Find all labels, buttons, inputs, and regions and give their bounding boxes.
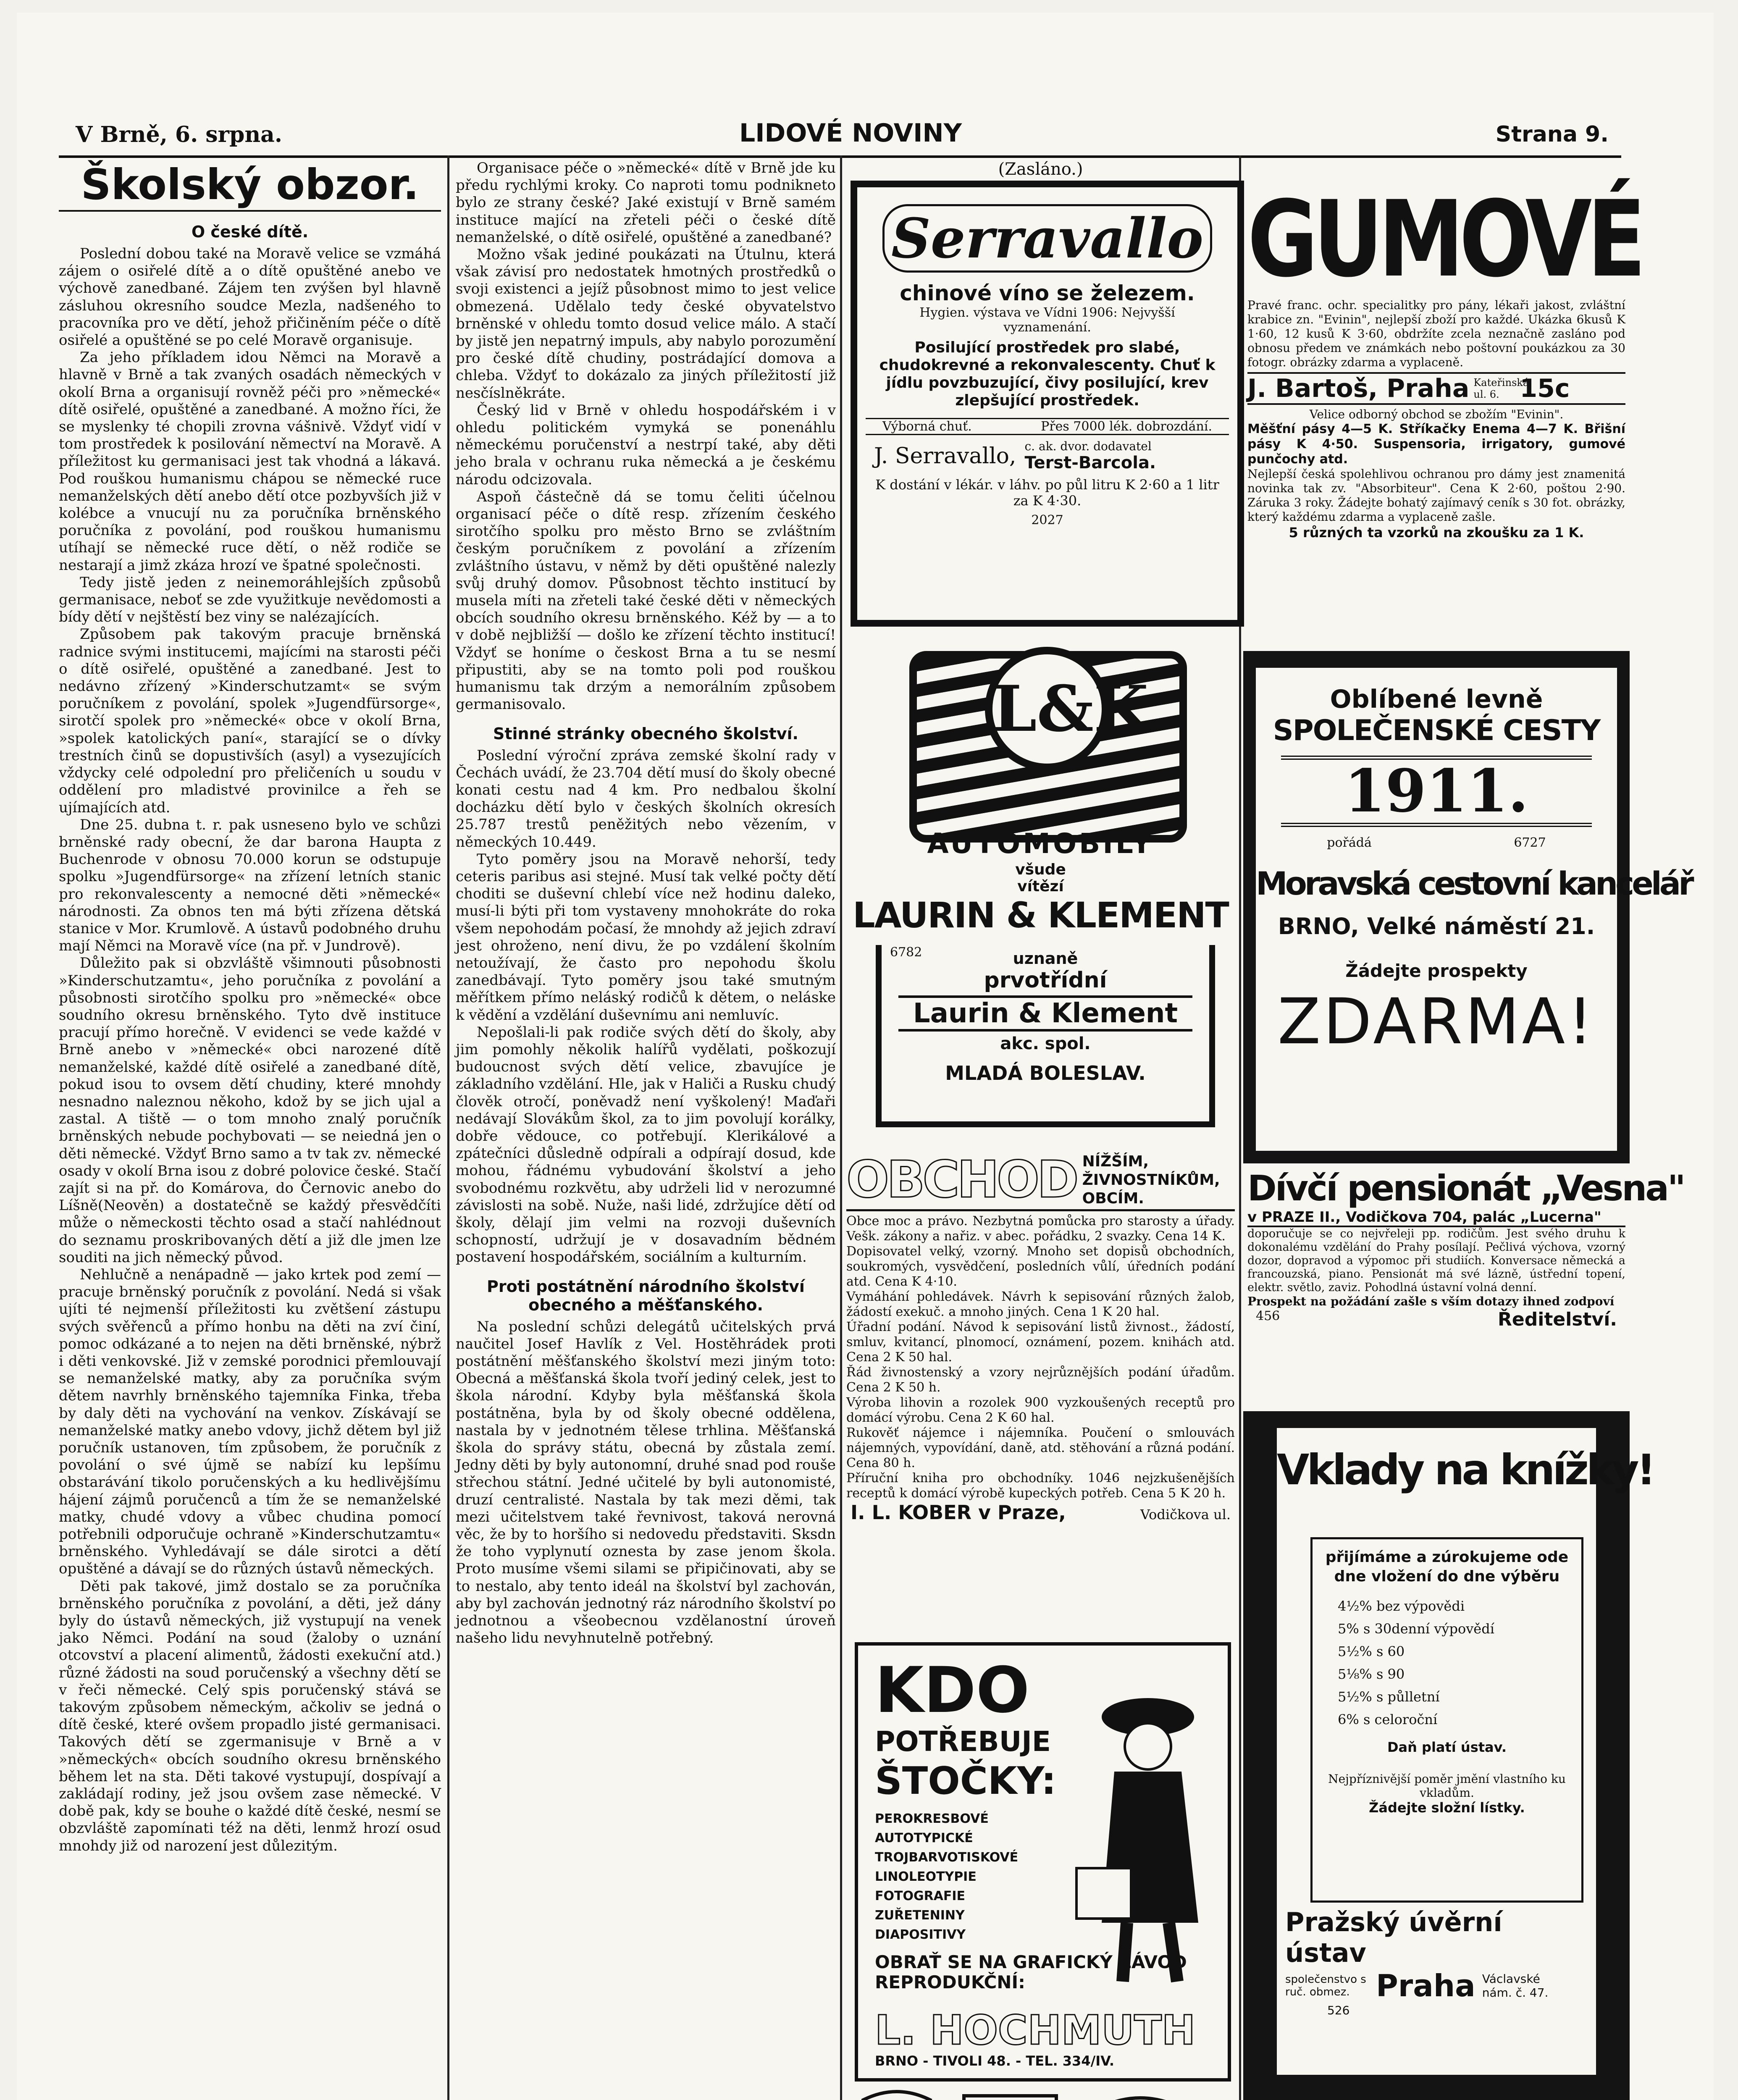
- article-paragraph: Způsobem pak takovým pracuje brněnská radnice svými institucemi, majícími na starosti péči o dítě osiřelé, opuštěné a zanedbané. Jest to nedávno zřízený »Kinderschutzamt« se svým poručníkem z povolání, spolek »Jugendfürsorge«, sirotčí spolek pro »německé« obce v okolí Brna, »spolek katolických paní«, starající se o dívky trestních činů se dopustivších (asyl) a vysezujících vždycky celé odpolední pro přeličeních u soudu v oddělení pro mladistvé provinilce a řeh se ujímajících atd.: [59, 626, 441, 816]
- article-paragraph: Za jeho příkladem idou Němci na Moravě a hlavně v Brně a tak zvaných osadách německých v okolí Brna a organisují rovněž péči pro »německé« dítě osiřelé, opuštěné a zanedbané. A možno říci, že se myslenky té chopili zrovna vášnivě. Vždyť vidí v tom prostředek k posilování němectví na Moravě. A příležitost ku germanisaci jest tak vhodná a lákavá. Pod rouškou humanismu chápou se německé ruce nemanželských dětí anebo dětí otce pozbyvších již v kolébce a vnucují nu za poručníka brněnského poručníka z povolání, pod rouškou humanismu utíhají se německé ruce dětí, o něž rodiče se nestarají a jimž zkáza hrozí ve špatné společnosti.: [59, 349, 441, 574]
- serravallo-hygiene: Hygien. výstava ve Vídni 1906: Nejvyšší vyznamenání.: [919, 305, 1175, 335]
- cesty-ask: Žádejte prospekty: [1345, 961, 1528, 981]
- cesty-city: BRNO, Velké náměstí 21.: [1278, 913, 1595, 940]
- article-paragraph: Poslední dobou také na Moravě velice se vzmáhá zájem o osiřelé dítě a o dítě opuštěné anebo ve výchově zanedbané. Zájem ten zvýšen byl hlavně zásluhou okresního soudce Mezla, nadšeného to pracovníka pro ve dětí, jehož přičiněním péče o dítě osiřelé a opuštěné se po celé Moravě organisuje.: [59, 245, 441, 349]
- gumove-firm-address: Kateřinská ul. 6.: [1473, 377, 1529, 400]
- lk-automobily: AUTOMOBILY: [927, 827, 1154, 860]
- article-paragraph: Organisace péče o »německé« dítě v Brně jde ku předu rychlými kroky. Co naproti tomu podnikneto bylo ze strany české? Jaké existují v Brně samém instituce mající na zřeteli péči o české dítě nemanželské, o dítě osiřelé, opuštěné a zanedbané?: [456, 160, 836, 246]
- serravallo-claim: Posilující prostředek pro slabé, chudokrevné a rekonvalescenty. Chuť k jídlu povzbuzující, čivy posilující, krev zlepšující prostředek.: [879, 339, 1216, 409]
- article-paragraph: Poslední výroční zpráva zemské školní rady v Čechách uvádí, že 23.704 dětí musí do školy obecné konati cestu nad 4 km. Pro nedbalou školní docházku dětí bylo v českých školních okresích 25.787 trestů peněžitých nebo vězením, v německých 10.449.: [456, 747, 836, 850]
- vklady-ask: Žádejte složní lístky.: [1369, 1800, 1525, 1816]
- article-paragraph: Důležito pak si obzvláště všimnouti působnosti »Kinderschutzamtu«, jeho poručníka z povolání a působnosti sirotčího spolku pro »německé« obce soudního okresu brněnského. Tyto dvě instituce pracují přímo horečně. V evidenci se vede každé v Brně anebo v »německé« obci narozené dítě nemanželské, každé dítě osiřelé a zanedbané dítě, pokud isou to ovsem dětí chudiny, které mnohdy nesnadno naleznou někoho, kdož by se jich ujal a zastal. A tiště — o tom mnoho znalý poručník brněnských nebude pochybovati — se neiedná jen o děti německé. Vždyť Brno samo a tv tak zv. německé osady v okolí Brna isou z dobré polovice české. Stačí zajít si na př. do Komárova, do Černovic anebo do Líšně(Neověn) a dostatečně se každý přesvědčíti může o německosti těchto osad a stačí nahlédnout do seznamu proskribovaných dětí a již dle jmen lze souditi na jich německý původ.: [59, 955, 441, 1266]
- kdo-title: KDO: [875, 1654, 1030, 1727]
- article-subhead: Proti postátnění národního školství obecného a měšťanského.: [487, 1277, 805, 1314]
- obchod-publisher-address: Vodičkova ul.: [1140, 1507, 1231, 1522]
- vesna-body: doporučuje se co nejvřeleji pp. rodičům. Jest svého druhu k dokonalému vzdělání do Prahy posílají. Pečlivá výchova, vzorný dozor, dopravod a výpomoc při studiích. Konversace německá a francouzská, piano. Pensionát má své lázně, ústřední topení, elektr. světlo, zaviz. Pohodlná ústavní volná denní.: [1247, 1227, 1625, 1294]
- serravallo-code: 2027: [1031, 513, 1063, 528]
- obchod-item: Úřadní podání. Návod k sepisování listů živnost., žádostí, smluv, kvitancí, plnomocí, oznámení, pozem. knihách atd. Cena 2 K 50 hal.: [846, 1320, 1235, 1365]
- column-2: [456, 160, 836, 2100]
- gumove-price: 15c: [1520, 374, 1570, 403]
- vesna-code: 456: [1256, 1309, 1280, 1323]
- vesna-prospekt: Prospekt na požádání zašle s vším dotazy ihned zodpoví: [1247, 1294, 1615, 1308]
- gumove-ad: [1247, 178, 1641, 647]
- man-illustration-icon: [1076, 1688, 1215, 1990]
- hochmuth-ad: [855, 1642, 1231, 2082]
- obchod-ad: [846, 1151, 1235, 1617]
- obchod-item: Dopisovatel velký, vzorný. Mnoho set dopisů obchodních, soukromých, vysvědčení, posledních vůlí, úředních podání atd. Cena K 4·10.: [846, 1244, 1235, 1289]
- article-paragraph: Dne 25. dubna t. r. pak usneseno bylo ve schůzi brněnské rady obecní, že dar barona Haupta z Buchenrode v obnosu 70.000 korun se odstupuje spolku »Jugendfürsorge« na zřízení letních stanic pro rekonvalescenty a nemocné děti »německé« národnosti. Za obnos ten má býti zřízena dětská stanice v Mor. Krumlově. A ústavů podobného druhu mají Němci na Moravě více (na př. v Jundrově).: [59, 816, 441, 955]
- kdo-service: ZUŘETENINY: [875, 1908, 965, 1923]
- gumove-text: Pravé franc. ochr. specialitky pro pány, lékaři jakost, zvláštní krabice zn. "Evinin", nejlepší zboží pro každé. Ukázka 6kusů K 1·60, 12 kusů K 3·60, obdržíte zcela neznačně zasláno pod obnosu předem ve známkách nebo poštovní poukázkou za 30 fotogr. obrázky zdarma a vyplaceně.: [1247, 298, 1625, 369]
- kdo-service: LINOLEOTYPIE: [875, 1869, 977, 1884]
- gumove-text: Nejlepší česká spolehlivou ochranou pro dámy jest znamenitá novinka tak zv. "Absorbiteur". Cena K 2·60, poštou 2·90. Záruka 3 roky. Žádejte bohatý zajímavý ceník s 30 fot. obrázky, který každému zdarma a vyplaceně zašle.: [1247, 467, 1625, 524]
- article-subhead: Stinné stránky obecného školství.: [493, 724, 798, 743]
- cesty-free: ZDARMA!: [1277, 985, 1596, 1058]
- article-paragraph: Nepošlali-li pak rodiče svých dětí do školy, aby jim pomohly několik halířů vydělati, poškozují budoucnost svých dětí velice, zbavujíce je základního vzdělání. Hle, jak v Haliči a Rusku chudý člověk otročí, poněvadž není vyškolený! Maďaři nedávají Slovákům škol, za to jim povolují korálky, dobře vědouce, co potřebují. Klerikálové a zpátečníci důsledně odpírali a odpírají dosud, kde mohou, řádnému vybudování školství a jeho svobodnému rozkvětu, aby udrželi lid v nerozumné závislosti na sobě. Nuže, naši lidé, zdržujíce dětí od školy, dělají jim velmi na rozvoji duševních schopností, udržují je v dosavadním bědném postavení hospodářském, sociálním a kulturním.: [456, 1024, 836, 1266]
- dunaj-ad: [846, 2083, 1235, 2100]
- article-paragraph: Na poslední schůzi delegátů učitelských prvá naučitel Josef Havlík z Vel. Hostěhrádek proti postátnění měšťanského školství mezi jiným toto: Obecná a měšťanská škola tvoří jediný celek, jest to škola národní. Kdyby byla měšťanská škola postátněna, byla by od školy obecné oddělena, nastala by v jednotném tělese trhlina. Měšťanská škola do správy státu, obecná by zůstala zemí. Jedny děti by byly autonomní, druhé snad pod rouše střechou státní. Jedné učitelé by byli autonomisté, druzí centralisté. Nastala by tak mezi děmi, tak mezi učitelstvem také řevnivost, taková nerovná věc, že by to horšího si nedovedu představiti. Sksdn že toho vyplynutí oznesta by zase jenom škola. Proto musíme všemi silami se připičinovati, aby se to nestalo, aby tento ideál na školství byl zachován, aby byl zachován jednotný ráz národního školství po jednotnou a všeobecnou vzdělanostní úroveň našeho lidu nevyhnutelně potřebný.: [456, 1318, 836, 1647]
- obchod-item: Výroba lihovin a rozolek 900 vyzkoušených receptů pro domácí výrobu. Cena 2 K 60 hal.: [846, 1395, 1235, 1425]
- header-masthead: LIDOVÉ NOVINY: [739, 118, 962, 148]
- vklady-title: Vklady na knížky!: [1277, 1445, 1654, 1494]
- vklady-praha-address: Václavské nám. č. 47.: [1482, 1972, 1549, 2000]
- serravallo-price: K dostání v lékár. v láhv. po půl litru K 2·60 a 1 litr za K 4·30.: [875, 477, 1219, 509]
- obchod-publisher: I. L. KOBER v Praze,: [851, 1501, 1066, 1524]
- vesna-signature: Ředitelství.: [1498, 1309, 1617, 1330]
- cesty-agency: Moravská cestovní kancelář: [1256, 865, 1692, 902]
- vesna-ad: [1247, 1168, 1684, 1403]
- serravallo-ad: [851, 181, 1244, 627]
- vklady-ad: [1243, 1411, 1654, 2100]
- article-paragraph: Možno však jediné poukázati na Útulnu, která však závisí pro nedostatek hmotných prostředků o svoji existenci a jejíž působnost mimo to jest velice obmezená. Udělalo tedy české obyvatelstvo brněnské v ohledu tomto dosud velice málo. A stačí by jistě jen nepatrný impuls, aby nabylo porozumění pro české dítě chudiny, postrádající domova a chleba. Vždyť to dokázalo za jiných příležitostí již nesčíslněkráte.: [456, 246, 836, 402]
- gumove-text: 5 různých ta vzorků na zkoušku za 1 K.: [1289, 525, 1584, 541]
- serravallo-company: J. Serravallo,: [874, 443, 1016, 469]
- serravallo-supplier: c. ak. dvor. dodavatel: [1024, 439, 1152, 453]
- vklady-rate-row: 4½% bez výpovědi: [1338, 1598, 1465, 1614]
- vesna-address: v PRAZE II., Vodičkova 704, palác „Lucerna": [1247, 1209, 1625, 1227]
- baby-goods-illustration-icon: [846, 2083, 1235, 2100]
- column-1: [59, 160, 441, 2100]
- zaslano-label: (Zasláno.): [998, 160, 1083, 179]
- gumove-text: Velice odborný obchod se zbožím "Evinin".: [1309, 407, 1564, 421]
- kdo-service: TROJBARVOTISKOVÉ: [875, 1850, 1019, 1865]
- lk-frame: [876, 945, 1215, 1127]
- obchod-item: Obce moc a právo. Nezbytná pomůcka pro starosty a úřady. Vešk. zákony a nařiz. v abec. pořádku, 2 svazky. Cena 14 K.: [846, 1214, 1235, 1244]
- kdo-stocky: ŠTOČKY:: [875, 1759, 1056, 1803]
- cesty-porada: pořádá: [1327, 835, 1372, 850]
- vklady-bank: Pražský úvěrní ústav: [1285, 1907, 1502, 1968]
- article-paragraph: Tedy jistě jeden z neinemoráhlejších způsobů germanisace, neboť se zde využitkuje nevědomosti a bídy dětí v nejštěstí bez viny se nalézajících.: [59, 574, 441, 626]
- lk-uznane: uznaně: [1013, 949, 1078, 968]
- lk-logo: L&K: [985, 647, 1109, 771]
- vklady-bank-sub: společenstvo s ruč. obmez.: [1285, 1973, 1366, 1998]
- obchod-headline: OBCHOD: [846, 1151, 1076, 1209]
- column-rule: [840, 155, 842, 2100]
- vklady-praha: Praha: [1376, 1968, 1475, 2003]
- vklady-rate-row: 5% s 30denní výpovědí: [1338, 1621, 1494, 1637]
- section-title: Školský obzor.: [59, 160, 441, 212]
- cesty-top: Oblíbené levně: [1330, 685, 1543, 714]
- vklady-lead: přijímáme a zúrokujeme ode dne vložení do dne výběru: [1325, 1549, 1569, 1585]
- vklady-rate-row: 5⅛% s 90: [1338, 1666, 1405, 1682]
- lk-prvotridni: prvotřídní: [984, 968, 1107, 993]
- laurin-klement-ad: [846, 647, 1235, 1130]
- column-rule: [447, 155, 449, 2100]
- cesty-title: SPOLEČENSKÉ CESTY: [1273, 714, 1600, 747]
- kdo-service: FOTOGRAFIE: [875, 1889, 966, 1903]
- gumove-headline: GUMOVÉ: [1247, 178, 1641, 300]
- serravallo-logo: Serravallo: [882, 204, 1212, 273]
- kdo-potrebuje: POTŘEBUJE: [875, 1725, 1051, 1758]
- obchod-item: Rukověť nájemce i nájemníka. Poučení o smlouvách nájemných, vypovídání, daně, atd. stěhování a různá podání. Cena 80 h.: [846, 1425, 1235, 1470]
- page-header: [59, 113, 1621, 158]
- kdo-service: AUTOTYPICKÉ: [875, 1831, 973, 1845]
- article-subhead: O české dítě.: [191, 223, 309, 241]
- serravallo-reviews: Přes 7000 lék. dobrozdání.: [1041, 419, 1212, 434]
- article-paragraph: Děti pak takové, jimž dostalo se za poručníka brněnského poručníka z povolání, a děti, jež dány byly do ústavů německých, již vystupují na venek jako Němci. Podání na soud (žaloby o uznání otcovství a placení alimentů, žádosti exekuční atd.) různé žádosti na soud poručenský a všechny dětí se v řeči německé. Celý spis poručenský stává se takovým způsobem německým, ačkoliv se jedná o dítě české, které ovšem propadlo jisté germanisaci. Takových dětí se zgermanisuje v Brně a v »německých« obcích soudního okresu brněnského během let na sta. Děti takové vystupují, dospívají a zakládají rodiny, jež jsou ovšem zase německé. V době pak, kdy se bouhe o každé dítě české, nesmí se obzvláště zapomínati též na děti, lenmž hrozí osud mnohdy již od narození jest důlezitým.: [59, 1578, 441, 1854]
- article-paragraph: Aspoň částečně dá se tomu čeliti účelnou organisací péče o dítě resp. zřízením českého sirotčího spolku pro město Brno se zvláštním českým poručníkem z povolání a zřízením zvláštního ústavu, v němž by děti opuštěné nalezly svůj druhý domov. Působnost těchto institucí by musela míti na zřeteli také české děti v německých obcích soudního okresu brněnského. Kéž by — a to v době nejbližší — došlo ke zřízení těchto institucí! Vždyť se honíme o českost Brna a tu se nesmí připustiti, aby se na tomto poli pod rouškou humanismu tak drzým a nemorálním způsobem germanisovalo.: [456, 488, 836, 713]
- vesna-title: Dívčí pensionát „Vesna": [1247, 1168, 1684, 1209]
- vklady-note: Nejpříznivější poměr jmění vlastního ku vkladům.: [1328, 1772, 1566, 1800]
- kdo-service: PEROKRESBOVÉ: [875, 1811, 989, 1826]
- kdo-company: L. HOCHMUTH: [875, 2007, 1196, 2054]
- lk-city: MLADÁ BOLESLAV.: [945, 1062, 1146, 1084]
- lk-vsude: všude: [1015, 861, 1066, 878]
- serravallo-taste: Výborná chuť.: [882, 419, 972, 434]
- serravallo-city: Terst-Barcola.: [1024, 453, 1156, 472]
- obchod-item: Příruční kniha pro obchodníky. 1046 nejzkušenějších receptů k domácí výrobě kupeckých potřeb. Cena 5 K 20 h.: [846, 1471, 1235, 1501]
- obchod-item: Vymáhání pohledávek. Návrh k sepisování různých žalob, žádostí exekuč. a mnoho jiných. Cena 1 K 20 hal.: [846, 1289, 1235, 1319]
- cesty-ad: [1243, 651, 1692, 1163]
- vklady-rate-row: 5½% s 60: [1338, 1643, 1405, 1659]
- obchod-side: NÍŽŠÍM, ŽIVNOSTNÍKŮM, OBCÍM.: [1082, 1152, 1220, 1207]
- vklady-code: 526: [1327, 2003, 1350, 2017]
- serravallo-sub: chinové víno se železem.: [900, 281, 1195, 305]
- vklady-rate-row: 5½% s půlletní: [1338, 1689, 1440, 1705]
- lk-maker: Laurin & Klement: [898, 995, 1192, 1032]
- lk-akc: akc. spol.: [1000, 1034, 1091, 1053]
- lk-vitezi: vítězí: [1017, 878, 1064, 895]
- cesty-code: 6727: [1514, 835, 1546, 850]
- lk-code: 6782: [890, 945, 922, 960]
- kdo-address: BRNO - TIVOLI 48. - TEL. 334/IV.: [875, 2053, 1114, 2069]
- cesty-year: 1911.: [1281, 756, 1592, 827]
- header-date: V Brně, 6. srpna.: [76, 122, 282, 147]
- header-page-number: Strana 9.: [1495, 122, 1609, 147]
- lk-brand: LAURIN & KLEMENT: [853, 895, 1229, 936]
- article-paragraph: Nehlučně a nenápadně — jako krtek pod zemí — pracuje brněnský poručník z povolání. Nedá si však ujíti té nejmenší příležitosti ku zvětšení zástupu svých svěřenců a přímo honbu na děti na zví činí, pomoc odkázané a to nejen na děti brněnské, nýbrž i děti venkovské. Již v zemské porodnici přemlouvají se nemanželské matky, aby za poručníka svým dětem navrhly brněnského tajemníka Finka, třeba by daly děti na vychování na venkov. Získávají se nemanželské matky anebo vdovy, jichž dětem byl již poručník ustanoven, tím způsobem, že poručník z povolání o své újmě se nabízí ku lepšímu obstarávání tikolo poručenských a ku hedlivějšímu hájení zájmů poručenců a tím že se nemanželské matky, chudé vdovy a vůbec chudina pomocí potřebnili odporučuje ochraně »Kinderschutzamtu« brněnského. Vyhledávají se dále sirotci a dětí opuštěné a dávají se do různých ústavů německých.: [59, 1266, 441, 1578]
- vklady-rate-row: 6% s celoroční: [1338, 1712, 1438, 1727]
- vklady-tax: Daň platí ústav.: [1387, 1739, 1507, 1755]
- article-paragraph: Český lid v Brně v ohledu hospodářském i v ohledu politickém vymyká se ponenáhlu německému poručenství a nestrpí také, aby děti jeho brala v ochranu ruka německá a je českému národu odcizovala.: [456, 402, 836, 488]
- kdo-cta: OBRAŤ SE NA GRAFICKÝ ZÁVOD REPRODUKČNÍ:: [875, 1952, 1187, 1992]
- article-paragraph: Tyto poměry jsou na Moravě nehorší, tedy ceteris paribus asi stejné. Musí tak velké počty dětí choditi se duševní chlebí více než hodinu daleko, musí-li býti při tom vystaveny mnohokráte do roka všem nepohodám počasí, že mnohdy až jejich zdraví jest ohroženo, není divu, že po vzdálení školním netoužívají, že často pro nepohodu školu zanedbávají. Tyto poměry jsou také smutným měřítkem přímo neláský rodičů k dětem, o neláske k vědění a vzdělání duševnímu ani nemluvíc.: [456, 850, 836, 1024]
- gumove-firm: J. Bartoš, Praha: [1247, 374, 1470, 403]
- kdo-service: DIAPOSITIVY: [875, 1927, 966, 1942]
- obchod-item: Řád živnostenský a vzory nejrůznějších podání úřadům. Cena 2 K 50 h.: [846, 1365, 1235, 1395]
- gumove-text: Měšťní pásy 4—5 K. Stříkačky Enema 4—7 K. Břišní pásy K 4·50. Suspensoria, irrigatory, gumové punčochy atd.: [1247, 422, 1625, 467]
